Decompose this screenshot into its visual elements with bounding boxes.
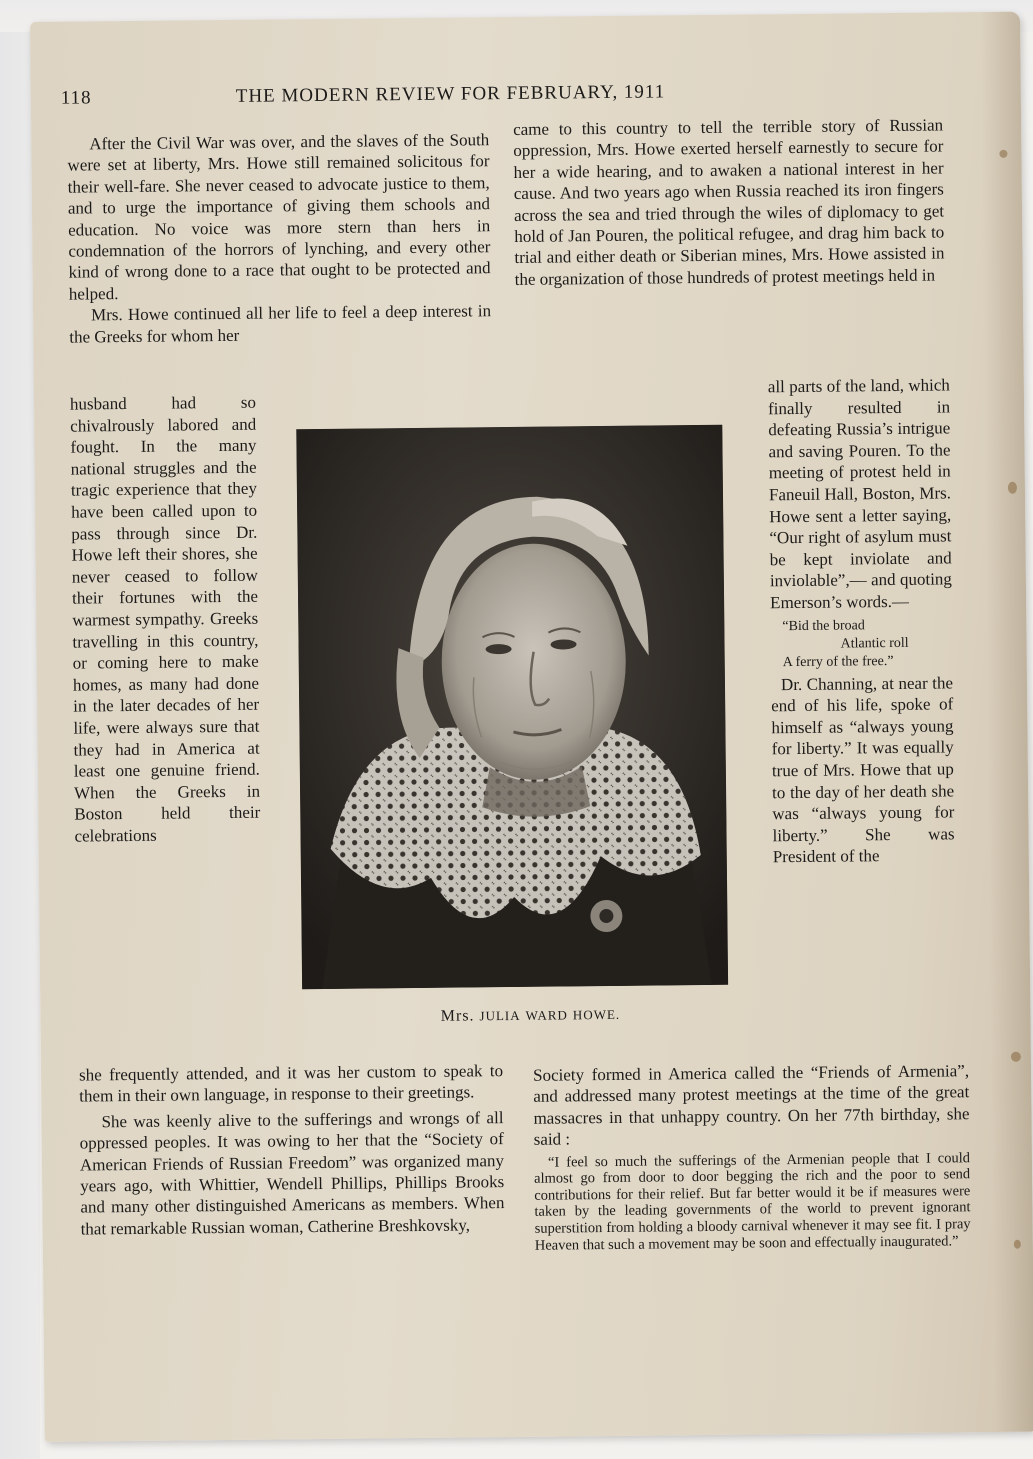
verse-quote <box>770 616 953 672</box>
stain <box>1008 482 1017 494</box>
stain <box>1011 1052 1021 1062</box>
stain <box>999 150 1007 158</box>
caption-word: HOWE. <box>572 1006 621 1023</box>
verse-line: Atlantic roll <box>840 635 909 652</box>
verse-line: A ferry of the free.” <box>782 653 894 670</box>
paragraph: Dr. Channing, at near the end of his life, spoke of himself as “always young for liberty.” It was equally true of Mrs. Howe that up to the day of her death she was “always young for liberty.” She was President of the <box>771 672 955 867</box>
left-column-top <box>67 129 491 347</box>
page-edge-shade <box>980 12 1033 1432</box>
left-column-bottom <box>79 1060 505 1240</box>
running-head: THE MODERN REVIEW FOR FEBRUARY, 1911 <box>235 81 666 107</box>
paragraph: she frequently attended, and it was her custom to speak to them in their own language, in response to their greetings. <box>78 1061 504 1106</box>
armenia-quote: “I feel so much the sufferings of the Armenian people that I could almost go from door to door begging the rich and the poor to send contributions for their relief. But far better would it be if measures were taken by the leading governments of the world to prevent ignorant superstition from holding a bloody carnival whenever it may see fit. I pray Heaven that such a movement may be soon and effectually inaugurated.” <box>534 1149 971 1254</box>
page-number: 118 <box>60 87 92 109</box>
paragraph: Mrs. Howe continued all her life to feel a deep interest in the Greeks for whom her <box>69 301 492 347</box>
paragraph: Society formed in America called the “Friends of Armenia”, and addressed many protest meetings at the time of the great massacres in that unhappy country. On her 77th birthday, she said : <box>532 1061 970 1150</box>
stain <box>1014 1240 1021 1249</box>
caption-word: JULIA <box>479 1007 521 1024</box>
left-column-narrow <box>70 392 261 847</box>
page-header <box>60 80 781 109</box>
caption-word: WARD <box>525 1007 568 1023</box>
paragraph: husband had so chivalrously labored and fought. In the many national struggles and the tragic experience that they have been called upon to pass through since Dr. Howe left their shores, she never ceased to follow their fortunes with the warmest sympathy. Greeks travelling in this country, or coming here to make homes, as many had done in the later decades of her life, were always sure that they had in America at least one genuine friend. When the Greeks in Boston held their celebrations <box>69 392 261 846</box>
paragraph: She was keenly alive to the sufferings and wrongs of all oppressed peoples. It was owing to her that the “Society of American Friends of Russian Freedom” was organized many years ago, with Whittier, Wendell Phillips, Phillips Brooks and many other distinguished Americans as members. When that remarkable Russian woman, Catherine Breshkovsky, <box>79 1107 505 1239</box>
paragraph: came to this country to tell the terrible story of Russian oppression, Mrs. Howe exerted herself earnestly to secure for her a wide hearing, and to awaken a national interest in her cause. And two years ago when Russia reached its iron fingers across the sea and tried through the wiles of diplomacy to get hold of Jan Pouren, the political refugee, and drag him back to trial and either death or Siberian mines, Mrs. Howe assisted in the organization of those hundreds of protest meetings held in <box>513 115 945 289</box>
paragraph: After the Civil War was over, and the slaves of the South were set at liberty, Mrs. Howe still remained solicitous for their well-fare. She never ceased to advocate justice to them, and to urge the importance of giving them schools and education. No voice was more stern than hers in condemnation of the horrors of lynching, and every other kind of wrong done to a race that ought to be protected and helped. <box>67 130 491 304</box>
right-column-narrow <box>768 374 955 868</box>
right-column-top <box>513 114 945 290</box>
caption-word: Mrs. <box>440 1007 475 1025</box>
magazine-page <box>30 12 1033 1442</box>
paragraph: all parts of the land, which finally resulted in defeating Russia’s intrigue and saving Pouren. To the meeting of protest held in Faneuil Hall, Boston, Mrs. Howe sent a letter saying, “Our right of asylum must be kept inviolate and inviolable”,— and quoting Emerson’s words.— <box>767 375 952 613</box>
verse-line: “Bid the broad <box>782 617 865 634</box>
portrait-illustration <box>296 425 728 989</box>
right-column-bottom <box>533 1060 971 1254</box>
portrait-photo <box>296 425 728 989</box>
photo-caption <box>320 1005 740 1027</box>
